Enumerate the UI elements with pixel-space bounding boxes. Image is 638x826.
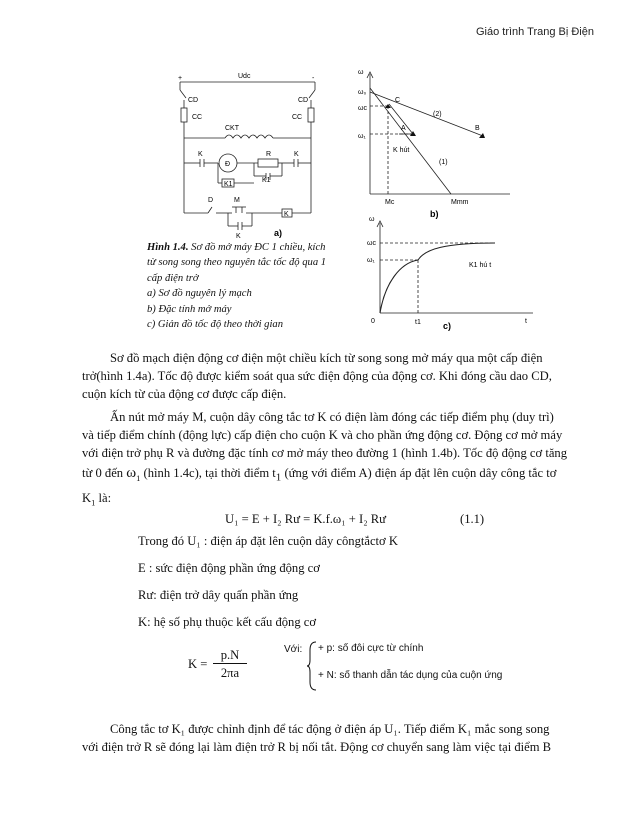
bullet-item [118, 561, 320, 576]
page-header: Giáo trình Trang Bị Điện [475, 26, 594, 38]
paragraph-3 [82, 720, 596, 756]
paragraph-1 [82, 349, 596, 403]
caption-line-6: c) Giản đồ tốc độ theo thời gian [147, 319, 283, 331]
with-item-2: + N: số thanh dẫn tác dụng của cuộn ứng [318, 670, 503, 681]
paragraph-2 [82, 408, 596, 512]
resistor-r-label: R [266, 151, 272, 158]
brace-icon [306, 640, 318, 692]
figure-b-characteristics [355, 64, 520, 219]
t1-subscript: 1 [275, 471, 282, 484]
figure-caption [147, 240, 362, 332]
caption-line-4: a) Sơ đồ nguyên lý mạch [147, 288, 252, 300]
udc-label: Udc [238, 73, 251, 80]
k-formula-numerator: p.N [213, 648, 247, 664]
cc-right-label: CC [292, 114, 303, 121]
bullet-text-4: K: hệ số phụ thuộc kết cấu động cơ [138, 615, 317, 629]
caption-line-5: b) Đặc tính mở máy [147, 303, 232, 315]
k-coil-label: K [284, 211, 289, 218]
formula-number: (1.1) [460, 512, 485, 526]
bullet-item [118, 588, 298, 603]
k1-hut-label: K1 hú t [469, 262, 492, 269]
bullet-item [118, 615, 316, 630]
p2-line-4-a: từ 0 đến [82, 466, 124, 480]
p2-line-5 [82, 489, 596, 512]
p3-line-2: với điện trở R sẽ đóng lại làm điện trở R bị nối tắt. Động cơ chuyển sang làm việc tại điểm B [82, 740, 552, 754]
point-a-label: A [401, 125, 406, 132]
caption-line-2: từ song song theo nguyên tắc tốc độ qua 1 [147, 257, 327, 269]
mc-label: Mc [385, 199, 395, 206]
origin-label: 0 [371, 318, 375, 325]
p1-line-3: cuộn kích từ của động cơ được cấp điện. [82, 387, 287, 401]
p2-line-5-b: là: [98, 491, 112, 505]
with-label: Với: [284, 644, 303, 655]
bullet-text-3: Rư: điện trở dây quấn phần ứng [138, 588, 299, 602]
motor-label: Đ [225, 161, 231, 168]
c-omega-label: ω [369, 216, 375, 223]
p1-line-1: Sơ đồ mạch điện động cơ điện một chiều kích từ song song mở máy qua một cấp điện [110, 351, 543, 365]
k-hold-label: K [236, 233, 241, 240]
curve-1-label: (1) [439, 159, 448, 166]
t-axis-label: t [525, 318, 527, 325]
figure-a-circuit [170, 68, 345, 248]
point-b-label: B [475, 125, 480, 132]
cc-left-label: CC [192, 114, 203, 121]
c-w1-label: ω₁ [367, 257, 375, 264]
p3-line-1: Công tắc tơ K₁ được chỉnh định để tác động ở điện áp U₁. Tiếp điểm K₁ mắc song song [110, 722, 550, 736]
k-formula-denominator: 2πa [220, 666, 240, 680]
curve-2-label: (2) [433, 111, 442, 118]
caption-line-3: cấp điện trở [147, 272, 199, 284]
minus-label: - [312, 75, 315, 82]
figure-c-speed-time [365, 213, 545, 333]
k-formula-lhs: K = [188, 657, 208, 671]
point-c-label: C [395, 97, 401, 104]
mmm-label: Mmm [451, 199, 469, 206]
p2-line-2: và tiếp điểm chính (động lực) cấp điện cho cuộn K và cho phần ứng động cơ. Động cơ mở máy [82, 428, 563, 442]
c-wc-label: ωc [367, 240, 376, 247]
omega-symbol: ω [126, 465, 137, 481]
omega-subscript: 1 [136, 473, 141, 483]
t1-label: t1 [415, 319, 421, 326]
bullet-text-1: Trong đó U₁ : điện áp đặt lên cuộn dây côngtắctơ K [138, 534, 398, 548]
caption-line-1: Sơ đồ mở máy ĐC 1 chiều, kích [191, 242, 326, 253]
b-w0-label: ω₀ [358, 89, 367, 96]
k1-subscript: 1 [91, 497, 96, 508]
plus-label: + [178, 75, 183, 82]
p2-line-4 [82, 462, 596, 489]
p2-line-4-c: (ứng với điểm A) điện áp đặt lên cuộn dây công tắc tơ [284, 466, 557, 480]
bullet-text-2: E : sức điện động phần ứng động cơ [138, 561, 320, 575]
formula-1-1: U₁ = E + I₂ Rư = K.f.ω₁ + I₂ Rư [225, 512, 386, 526]
k1-coil-label: K1 [224, 181, 233, 188]
p2-line-4-b: (hình 1.4c), tại thời điểm t [143, 466, 276, 480]
stop-d-label: D [208, 197, 214, 204]
cd-right-label: CD [298, 97, 309, 104]
caption-label: Hình 1.4. [147, 242, 189, 253]
omega-1-symbol [126, 465, 140, 481]
p2-line-1: Ấn nút mở máy M, cuộn dây công tắc tơ K có điện làm đóng các tiếp điểm phụ (duy trì) [110, 410, 554, 424]
k-left-label: K [198, 151, 203, 158]
k-hut-label: K hút [393, 147, 410, 154]
panel-b-label: b) [430, 209, 439, 219]
p2-line-3: với điện trở phụ R và đường đặc tính cơ mở máy theo đường 1 (hình 1.4b). Tốc độ động cơ tăng [82, 446, 568, 460]
k1-symbol: K [82, 491, 92, 505]
k-right-label: K [294, 151, 299, 158]
k1-contact-label: K1 [262, 177, 271, 184]
bullet-item [118, 534, 398, 549]
panel-a-label: a) [274, 228, 283, 238]
p1-line-2: trở(hình 1.4a). Tốc độ được kiểm soát qua sức điện động của động cơ. Khi đóng cầu dao CD, [82, 369, 552, 383]
ckt-label: CKT [225, 125, 239, 132]
panel-c-label: c) [443, 321, 452, 331]
cd-left-label: CD [188, 97, 199, 104]
b-omega-label: ω [358, 69, 364, 76]
with-item-1: + p: số đôi cực từ chính [318, 643, 424, 654]
b-w1-label: ω₁ [358, 133, 366, 140]
b-wc-label: ωc [358, 105, 367, 112]
start-m-label: M [234, 197, 240, 204]
